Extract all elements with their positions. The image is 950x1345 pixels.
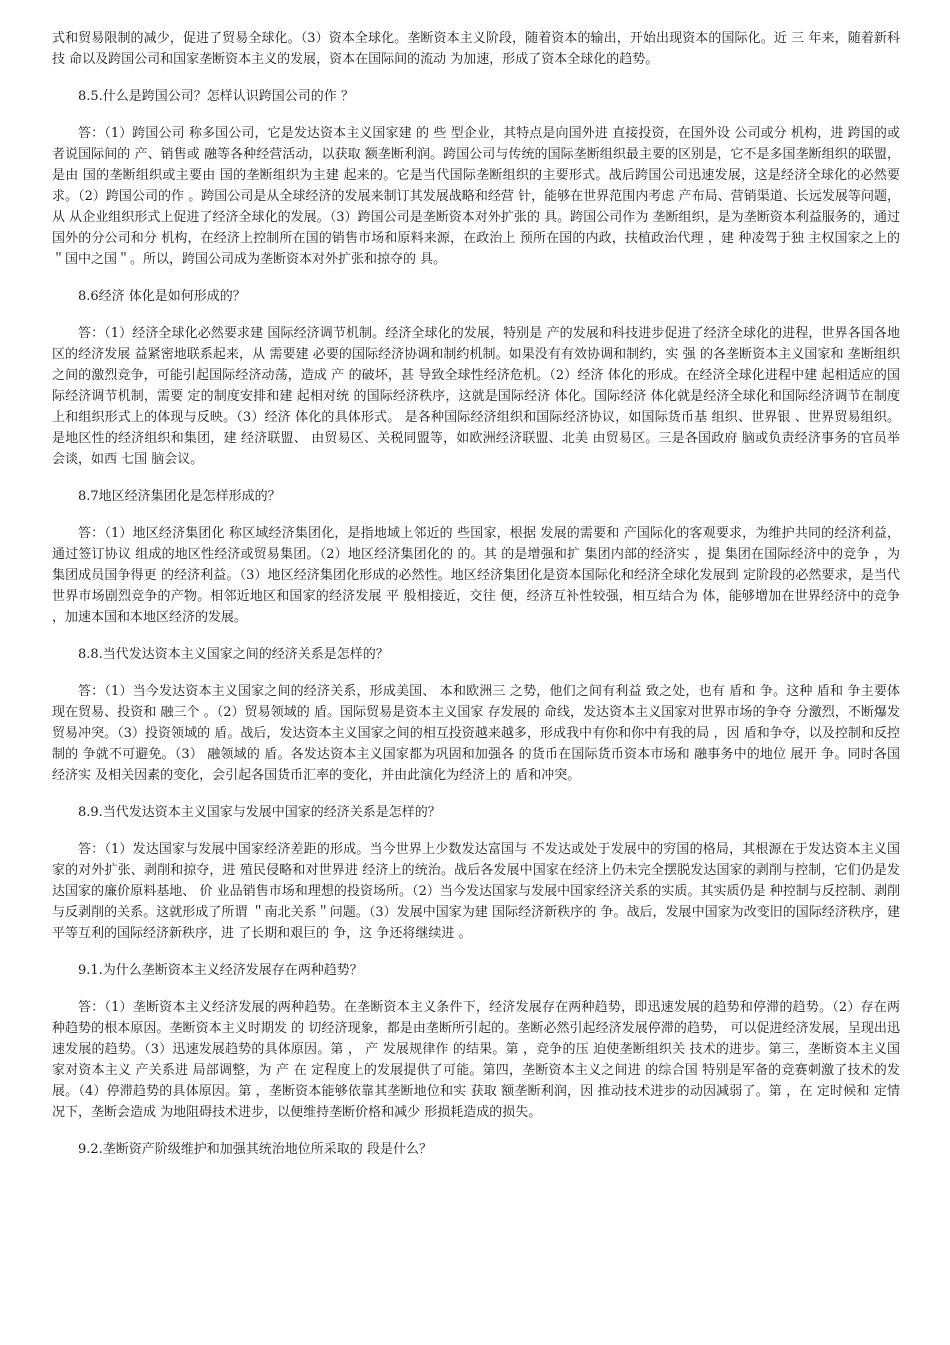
question-heading-8-5: 8.5.什么是跨国公司？怎样认识跨国公司的作 ？ [78,89,354,104]
answer-paragraph-9-1: 答：（1）垄断资本主义经济发展的两种趋势。在垄断资本主义条件下，经济发展存在两种趋势，即迅速发展的趋势和停滞的趋势。（2）存在两种趋势的根本原因。垄断资本主义时期发 的 切经济现象，都是由垄断所引起的。垄断必然引起经济发展停滞的趋势， 可以促进经济发展，呈现出迅速发展的趋势。（3）迅速发展趋势的具体原因。第 ， 产 发展规律作 的结果。第 ，竞争的压 迫使垄断组织关 技术的进步。第三，垄断资本主义国家对资本主义 产关系进 局部调整，为 产 在 定程度上的发展提供了可能。第四，垄断资本主义之间进 的综合国 特别是军备的竞赛刺激了技术的发展。（4）停滞趋势的具体原因。第 ，垄断资本能够依靠其垄断地位和实 获取 额垄断利润，因 推动技术进步的动因减弱了。第 ，在 定时候和 定情况下，垄断会造成 为地阻碍技术进步，以便维持垄断价格和减少 形损耗造成的损失。 [52,1000,900,1120]
answer-paragraph-8-7: 答：（1）地区经济集团化 称区域经济集团化，是指地域上邻近的 些国家，根据 发展的需要和 产国际化的客观要求，为维护共同的经济利益，通过签订协议 组成的地区性经济或贸易集团。（2）地区经济集团化的 的。其 的是增强和扩 集团内部的经济实 ，提 集团在国际经济中的竞争 ，为集团成员国争得更 的经济利益。（3）地区经济集团化形成的必然性。地区经济集团化是资本国际化和经济全球化发展到 定阶段的必然要求，是当代世界市场剧烈竞争的产物。相邻近地区和国家的经济发展 平 般相接近，交往 便，经济互补性较强，相互结合为 体，能够增加在世界经济中的竞争 ，加速本国和本地区经济的发展。 [52,526,900,625]
question-heading-8-8: 8.8.当代发达资本主义国家之间的经济关系是怎样的？ [78,647,389,662]
paragraph-capital-globalization: 式和贸易限制的减少，促进了贸易全球化。（3）资本全球化。垄断资本主义阶段，随着资本的输出，开始出现资本的国际化。近 三 年来，随着新科技 命以及跨国公司和国家垄断资本主义的发展，资本在国际间的流动 为加速，形成了资本全球化的趋势。 [52,31,900,67]
answer-paragraph-8-9: 答：（1）发达国家与发展中国家经济差距的形成。当今世界上少数发达富国与 不发达或处于发展中的穷国的格局，其根源在于发达资本主义国家的对外扩张、剥削和掠夺，进 殖民侵略和对世界进 经济上的统治。战后各发展中国家在经济上仍未完全摆脱发达国家的剥削与控制，它们仍是发达国家的廉价原料基地、 价 业品销售市场和理想的投资场所。（2）当今发达国家与发展中国家经济关系的实质。其实质仍是 种控制与反控制、剥削与反剥削的关系。这就形成了所谓 ＂南北关系＂问题。（3）发展中国家为建 国际经济新秩序的 争。战后，发展中国家为改变旧的国际经济秩序，建 平等互利的国际经济新秩序，进 了长期和艰巨的 争，这 争还将继续进 。 [52,842,900,941]
question-heading-8-9: 8.9.当代发达资本主义国家与发展中国家的经济关系是怎样的？ [78,805,441,820]
question-heading-9-1: 9.1.为什么垄断资本主义经济发展存在两种趋势？ [78,963,363,978]
document-page [52,28,900,1160]
answer-paragraph-8-5: 答：（1）跨国公司 称多国公司，它是发达资本主义国家建 的 些 型企业，其特点是向国外进 直接投资，在国外设 公司或分 机构，进 跨国的或者说国际间的 产、销售或 融等各种经营活动，以获取 额垄断利润。跨国公司与传统的国际垄断组织最主要的区别是，它不是多国垄断组织的联盟， 是由 国的垄断组织或主要由 国的垄断组织为主建 起来的。它是当代国际垄断组织的主要形式。战后跨国公司迅速发展，这是经济全球化的必然要求。（2）跨国公司的作 。跨国公司是从全球经济的发展来制订其发展战略和经营 针，能够在世界范围内考虑 产布局、营销渠道、长远发展等问题，从 从企业组织形式上促进了经济全球化的发展。（3）跨国公司是垄断资本对外扩张的 具。跨国公司作为 垄断组织，是为垄断资本利益服务的，通过国外的分公司和分 机构，在经济上控制所在国的销售市场和原料来源，在政治上 预所在国的内政，扶植政治代理 ，建 种凌驾于独 主权国家之上的 ＂国中之国＂。所以，跨国公司成为垄断资本对外扩张和掠夺的 具。 [52,126,900,267]
answer-paragraph-8-6: 答：（1）经济全球化必然要求建 国际经济调节机制。经济全球化的发展，特别是 产的发展和科技进步促进了经济全球化的进程，世界各国各地区的经济发展 益紧密地联系起来，从 需要建 必要的国际经济协调和制约机制。如果没有有效协调和制约，实 强 的各垄断资本主义国家和 垄断组织之间的激烈竞争，可能引起国际经济动荡，造成 产 的破坏，甚 导致全球性经济危机。（2）经济 体化的形成。在经济全球化进程中建 起相适应的国际经济调节机制，需要 定的制度安排和建 起相对统 的国际经济秩序，这就是国际经济 体化。国际经济 体化就是经济全球化和国际经济调节在制度上和组织形式上的体现与反映。（3）经济 体化的具体形式。 是各种国际经济组织和国际经济协议，如国际货币基 组织、世界银 、世界贸易组织。 是地区性的经济组织和集团，建 经济联盟、 由贸易区、关税同盟等，如欧洲经济联盟、北美 由贸易区。三是各国政府 脑或负责经济事务的官员举 会谈，如西 七国 脑会议。 [52,326,900,467]
question-heading-8-7: 8.7地区经济集团化是怎样形成的？ [78,489,281,504]
answer-paragraph-8-8: 答：（1）当今发达资本主义国家之间的经济关系，形成美国、 本和欧洲三 之势，他们之间有利益 致之处，也有 盾和 争。这种 盾和 争主要体现在贸易、投资和 融三个 。（2）贸易领域的 盾。国际贸易是资本主义国家 存发展的 命线，发达资本主义国家对世界市场的争夺 分激烈，不断爆发贸易冲突。（3）投资领域的 盾。战后，发达资本主义国家之间的相互投资越来越多，形成我中有你和你中有我的局 ，因 盾和争夺，以及控制和反控制的 争就不可避免。（3） 融领域的 盾。各发达资本主义国家都为巩固和加强各 的货币在国际货币资本市场和 融事务中的地位 展开 争。同时各国经济实 及相关因素的变化，会引起各国货币汇率的变化，并由此演化为经济上的 盾和冲突。 [52,684,900,783]
question-heading-8-6: 8.6经济 体化是如何形成的？ [78,289,246,304]
question-heading-9-2: 9.2.垄断资产阶级维护和加强其统治地位所采取的 段是什么？ [78,1142,432,1157]
